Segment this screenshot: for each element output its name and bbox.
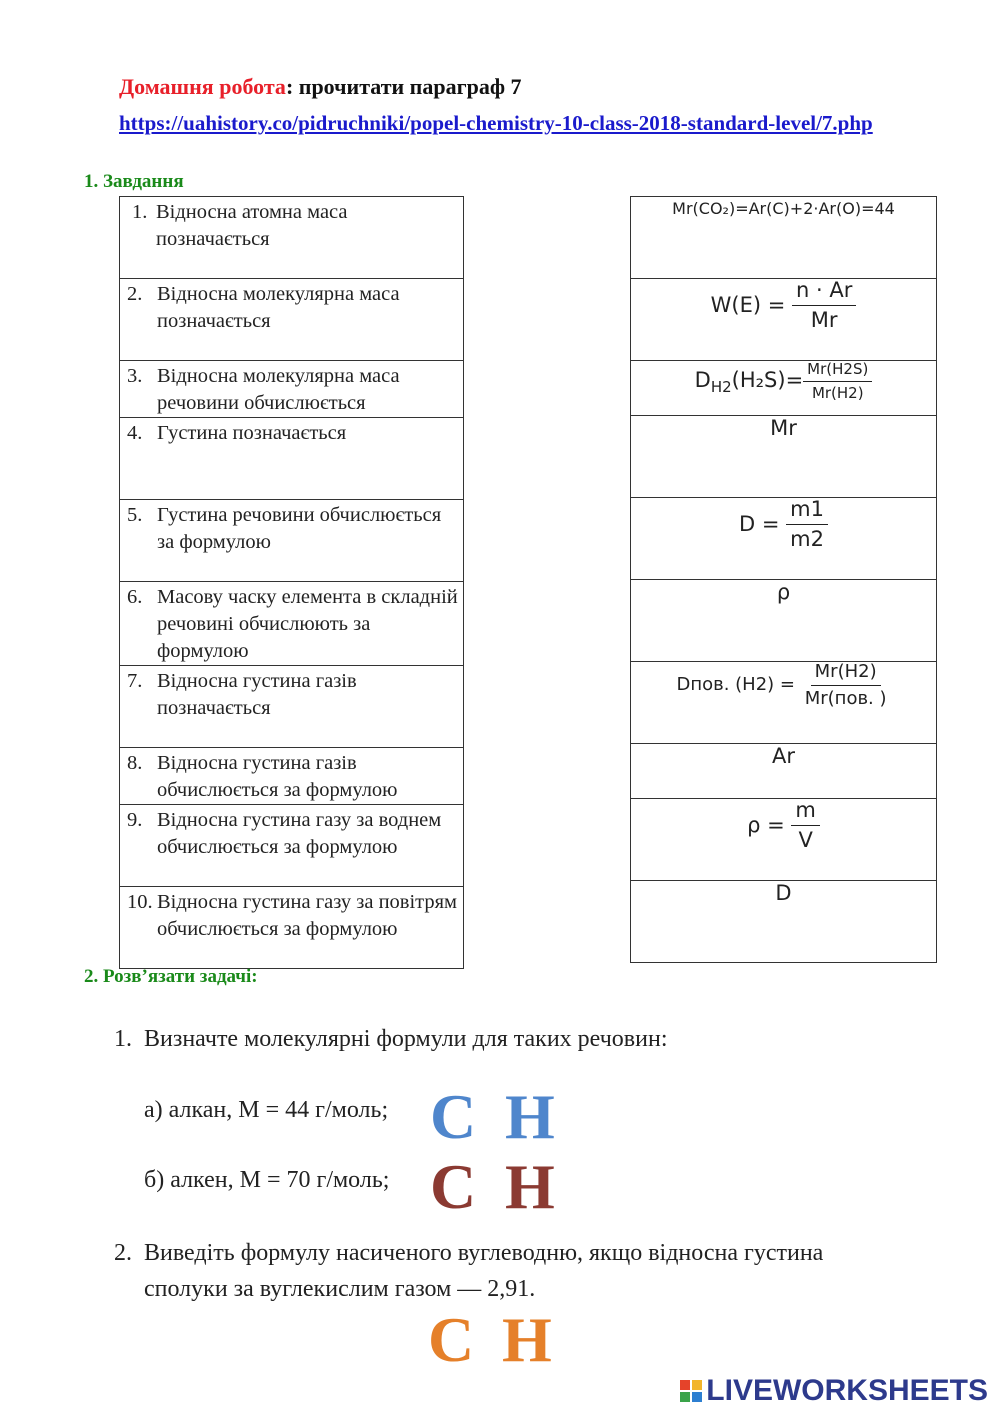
task1-part-b: б) алкен, М = 70 г/моль; [144, 1167, 390, 1193]
formulas-table [630, 196, 937, 963]
liveworksheets-logo [680, 1374, 988, 1408]
term-text: Масову часку елемента в складній речовині обчислюють за формулою [157, 586, 458, 662]
term-text: Відносна густина газу за воднем обчислюється за формулою [157, 809, 442, 858]
logo-text: LIVEWORKSHEETS [706, 1374, 988, 1407]
formula-cell[interactable] [631, 498, 937, 580]
formula-denominator: Mr(пов. ) [804, 687, 887, 709]
term-number: 4. [127, 422, 143, 444]
formula-cell[interactable] [631, 416, 937, 498]
term-number: 6. [127, 586, 143, 608]
terms-table [119, 196, 464, 969]
term-text: Густина позначається [157, 422, 347, 444]
homework-text: : прочитати параграф 7 [285, 74, 522, 99]
task2-number: 2. [114, 1240, 132, 1266]
formula-numerator: Mr(H2S) [803, 361, 872, 382]
term-text: Відносна густина газів обчислюється за формулою [157, 752, 398, 801]
formula-numerator: m [791, 799, 819, 826]
logo-icon [680, 1380, 702, 1402]
term-text: Відносна молекулярна маса речовини обчислюється [157, 365, 400, 414]
task1-number: 1. [114, 1026, 132, 1052]
formula-density [747, 798, 820, 853]
term-cell[interactable] [120, 361, 464, 418]
alkane-c-letter[interactable]: C [430, 1081, 477, 1152]
formula-lhs: D = [739, 511, 780, 536]
formula-cell[interactable] [631, 662, 937, 744]
formula-subscript: H2 [710, 378, 732, 397]
term-number: 8. [127, 752, 143, 774]
term-cell[interactable] [120, 500, 464, 582]
section1-heading [84, 171, 184, 193]
formula-relative-density [739, 497, 828, 552]
section2-heading: 2. Розв’язати задачі: [84, 966, 258, 987]
formula-lhs: D [694, 368, 711, 392]
task1-text: Визначте молекулярні формули для таких речовин: [144, 1026, 668, 1052]
formula-denominator: Mr [810, 308, 838, 333]
term-cell[interactable] [120, 279, 464, 361]
formula-lhs-rest: (H₂S)= [731, 368, 804, 392]
formula-lhs: Dпов. (H2) = [676, 674, 795, 696]
term-number: 10. [127, 891, 153, 913]
term-cell[interactable] [120, 887, 464, 969]
formula-density-air [676, 661, 890, 709]
formula-density-h2 [694, 360, 873, 402]
term-cell[interactable] [120, 197, 464, 279]
term-text: Відносна густина газу за повітрям обчислюється за формулою [157, 891, 458, 940]
formula-denominator: Mr(H2) [811, 383, 864, 402]
task1-part-a: а) алкан, М = 44 г/моль; [144, 1097, 389, 1123]
formula-cell[interactable] [631, 580, 937, 662]
section1-title: . Завдання [93, 171, 184, 192]
term-text: Густина речовини обчислюється за формулою [157, 504, 442, 553]
formula-lhs: W(E) = [710, 292, 786, 317]
term-number: 2. [127, 283, 143, 305]
task2-line2: сполуки за вуглекислим газом — 2,91. [144, 1276, 536, 1302]
term-cell[interactable] [120, 748, 464, 805]
term-cell[interactable] [120, 582, 464, 666]
formula-cell[interactable] [631, 279, 937, 361]
formula-rho: ρ [776, 580, 791, 604]
formula-numerator: Mr(H2) [811, 662, 881, 686]
hydrocarbon-c-letter[interactable]: C [428, 1304, 475, 1375]
term-text: Відносна атомна маса позначається [156, 201, 348, 250]
formula-d: D [775, 881, 792, 905]
term-number: 5. [127, 504, 143, 526]
textbook-link[interactable]: https://uahistory.co/pidruchniki/popel-chemistry-10-class-2018-standard-level/7.php [119, 111, 873, 135]
alkene-h-letter[interactable]: H [505, 1151, 555, 1222]
formula-ar: Ar [772, 744, 795, 768]
formula-cell[interactable] [631, 361, 937, 416]
formula-lhs: ρ = [747, 812, 785, 837]
term-cell[interactable] [120, 418, 464, 500]
alkane-h-letter[interactable]: H [505, 1081, 555, 1152]
formula-numerator: m1 [786, 498, 828, 525]
hydrocarbon-h-letter[interactable]: H [502, 1304, 552, 1375]
formula-cell[interactable] [631, 799, 937, 881]
formula-mr: Mr [770, 416, 797, 440]
formula-denominator: V [798, 828, 813, 853]
term-text: Відносна молекулярна маса позначається [157, 283, 400, 332]
term-cell[interactable] [120, 666, 464, 748]
homework-line [119, 74, 522, 100]
formula-cell[interactable] [631, 744, 937, 799]
formula-numerator: n · Ar [792, 279, 856, 306]
section1-number: 1 [84, 171, 94, 192]
formula-cell[interactable] [631, 881, 937, 963]
term-number: 7. [127, 670, 143, 692]
term-text: Відносна густина газів позначається [157, 670, 357, 719]
formula-mr-co2: Mr(CO₂)=Ar(C)+2·Ar(O)=44 [672, 199, 895, 218]
homework-title: Домашня робота [119, 74, 286, 99]
term-number: 3. [127, 365, 143, 387]
alkene-c-letter[interactable]: C [430, 1151, 477, 1222]
term-number: 9. [127, 809, 143, 831]
term-number: 1. [132, 201, 148, 223]
formula-denominator: m2 [790, 527, 824, 552]
formula-cell[interactable] [631, 197, 937, 279]
task2-line1: Виведіть формулу насиченого вуглеводню, якщо відносна густина [144, 1240, 824, 1266]
term-cell[interactable] [120, 805, 464, 887]
